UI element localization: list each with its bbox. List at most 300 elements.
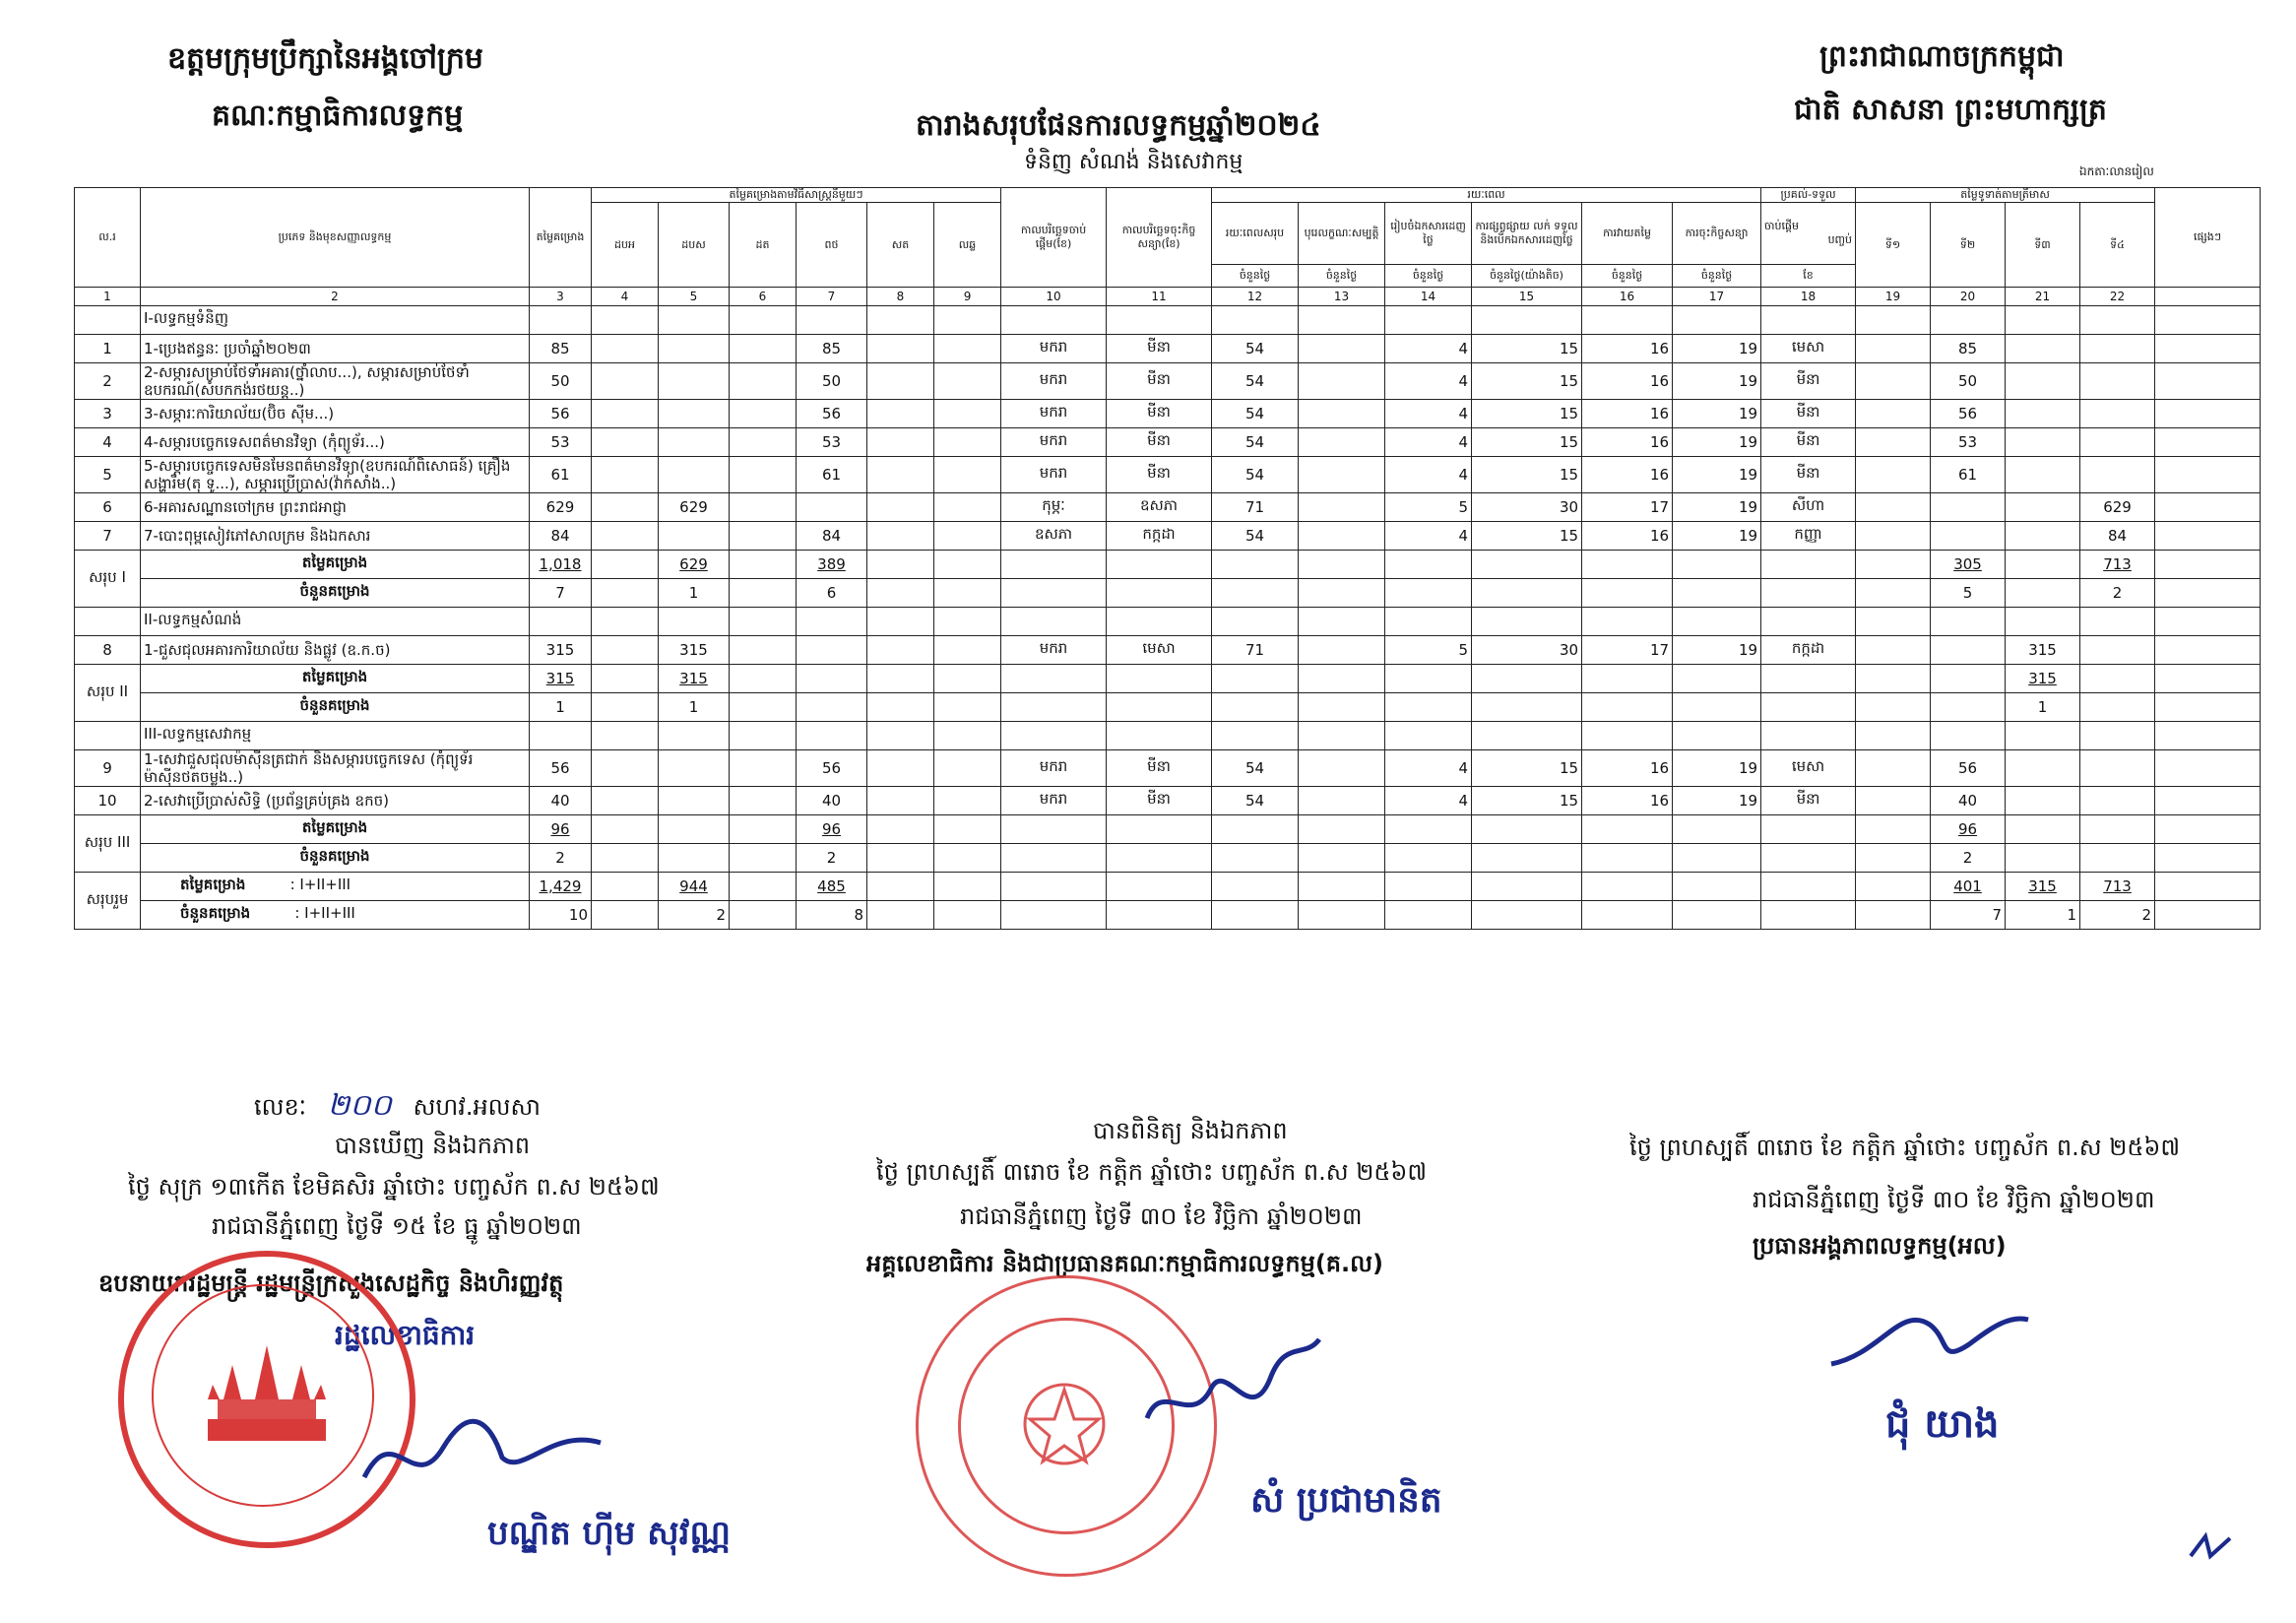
cell-budget: 53 xyxy=(530,428,592,457)
subtotal-budget-row xyxy=(75,551,2261,579)
cell-dt xyxy=(730,363,797,400)
cell-preq xyxy=(1299,493,1385,522)
cell-q2: 56 xyxy=(1931,400,2006,428)
cell-total: 54 xyxy=(1212,335,1299,363)
cell-start: មករា xyxy=(1001,750,1107,787)
col-no: ល.រ xyxy=(75,188,141,288)
cell-note xyxy=(2155,428,2261,457)
cell-pub: 15 xyxy=(1472,335,1582,363)
cell-pub: 15 xyxy=(1472,400,1582,428)
cell-q2: 61 xyxy=(1931,457,2006,493)
cell-total: 54 xyxy=(1212,457,1299,493)
cell-dt xyxy=(730,400,797,428)
cell-lch xyxy=(934,400,1001,428)
cell-ptt xyxy=(797,636,867,665)
cell-q1 xyxy=(1856,493,1931,522)
cell-pub: 30 xyxy=(1472,493,1582,522)
cell-q3 xyxy=(2006,457,2080,493)
column-number: 9 xyxy=(934,288,1001,306)
cell-q4 xyxy=(2080,400,2155,428)
col-quarter: ទី៣ xyxy=(2006,203,2080,288)
cell-start: មករា xyxy=(1001,335,1107,363)
cell-start: មករា xyxy=(1001,787,1107,815)
count-label: ចំនួនគម្រោង xyxy=(141,844,530,873)
cell-pub: 15 xyxy=(1472,457,1582,493)
cell-q2 xyxy=(1931,636,2006,665)
national-motto: ជាតិ សាសនា ព្រះមហាក្សត្រ xyxy=(1794,93,2107,127)
subtotal-dbs: 315 xyxy=(659,665,730,693)
cell-st xyxy=(867,750,934,787)
cell-q3 xyxy=(2006,750,2080,787)
cell-q2: 56 xyxy=(1931,750,2006,787)
cell-q3 xyxy=(2006,493,2080,522)
delivery-end: បញ្ចប់ xyxy=(1827,233,1853,246)
cell-contract: ឧសភា xyxy=(1107,493,1212,522)
cell-budget: 56 xyxy=(530,400,592,428)
cell-q3 xyxy=(2006,400,2080,428)
budget-label: តម្លៃគម្រោង xyxy=(141,551,530,579)
cell-q2 xyxy=(1931,493,2006,522)
cell-q1 xyxy=(1856,363,1931,400)
cell-pub: 15 xyxy=(1472,787,1582,815)
cell-dbs xyxy=(659,363,730,400)
subtotal-ptt: 389 xyxy=(797,551,867,579)
cell-q3 xyxy=(2006,522,2080,551)
cell-q3 xyxy=(2006,428,2080,457)
cell-sign: 19 xyxy=(1673,750,1761,787)
right-role: ប្រធានអង្គភាពលទ្ធកម្ម(អល) xyxy=(1753,1232,2007,1260)
count-label: ចំនួនគម្រោង xyxy=(141,693,530,722)
cell-q3 xyxy=(2006,335,2080,363)
cell-contract: មីនា xyxy=(1107,363,1212,400)
col-duration: ការវាយតម្លៃ xyxy=(1582,203,1673,265)
column-number: 4 xyxy=(592,288,659,306)
subtotal-dbs: 629 xyxy=(659,551,730,579)
cell-ptt: 56 xyxy=(797,400,867,428)
cell-contract: មីនា xyxy=(1107,428,1212,457)
column-number: 17 xyxy=(1673,288,1761,306)
cell-eval: 16 xyxy=(1582,400,1673,428)
cell-eval: 17 xyxy=(1582,636,1673,665)
cell-start: មករា xyxy=(1001,457,1107,493)
col-duration: ការចុះកិច្ចសន្យា xyxy=(1673,203,1761,265)
cell-budget: 629 xyxy=(530,493,592,522)
cell-lch xyxy=(934,428,1001,457)
cell-eval: 16 xyxy=(1582,522,1673,551)
col-method: ពថ xyxy=(797,203,867,288)
cell-dba xyxy=(592,400,659,428)
grand-ptt: 485 xyxy=(797,873,867,901)
col-contract-month: កាលបរិច្ឆេទចុះកិច្ចសន្យា(ខែ) xyxy=(1107,188,1212,288)
column-number: 8 xyxy=(867,288,934,306)
cell-start: មករា xyxy=(1001,400,1107,428)
section-title: I-លទ្ធកម្មទំនិញ xyxy=(141,306,530,335)
cell-eval: 16 xyxy=(1582,335,1673,363)
cell-sign: 19 xyxy=(1673,363,1761,400)
cell-q2 xyxy=(1931,522,2006,551)
cell-dbs xyxy=(659,335,730,363)
initial-mark xyxy=(2186,1526,2235,1566)
cell-st xyxy=(867,400,934,428)
cell-prep: 4 xyxy=(1385,363,1472,400)
cell-total: 54 xyxy=(1212,363,1299,400)
unit-label: ឯកតាៈលានរៀល xyxy=(2079,164,2154,178)
col-duration: រៀបចំឯកសារដេញថ្លៃ xyxy=(1385,203,1472,265)
cell-q3 xyxy=(2006,787,2080,815)
grand-count-label xyxy=(141,901,530,930)
cell-start: មករា xyxy=(1001,636,1107,665)
column-number-note xyxy=(2155,288,2261,306)
grand-count: 10 xyxy=(530,901,592,930)
column-number: 19 xyxy=(1856,288,1931,306)
cell-no: 2 xyxy=(75,363,141,400)
cell-pub: 15 xyxy=(1472,522,1582,551)
cell-prep: 5 xyxy=(1385,636,1472,665)
cell-prep: 4 xyxy=(1385,428,1472,457)
cell-ptt xyxy=(797,493,867,522)
table-row xyxy=(75,636,2261,665)
column-number-row xyxy=(75,288,2261,306)
cell-lch xyxy=(934,787,1001,815)
ref-suffix: សហវ.អលសា xyxy=(413,1093,542,1121)
unit-days: ចំនួនថ្ងៃ xyxy=(1212,265,1299,288)
mid-signer-name: សំ ប្រជាមានិត xyxy=(1250,1480,1442,1521)
cell-budget: 40 xyxy=(530,787,592,815)
col-method: ដបស xyxy=(659,203,730,288)
cell-preq xyxy=(1299,787,1385,815)
cell-dt xyxy=(730,522,797,551)
cell-preq xyxy=(1299,400,1385,428)
cell-preq xyxy=(1299,363,1385,400)
left-seen-approved: បានឃើញ និងឯកភាព xyxy=(335,1132,531,1159)
cell-prep: 4 xyxy=(1385,750,1472,787)
cell-dt xyxy=(730,428,797,457)
mid-date-solar: រាជធានីភ្នំពេញ ថ្ងៃទី ៣០ ខែ វិច្ឆិកា ឆ្នាំ២០២៣ xyxy=(960,1202,1363,1230)
col-delivery-range xyxy=(1761,203,1856,265)
cell-total: 54 xyxy=(1212,522,1299,551)
cell-dba xyxy=(592,787,659,815)
cell-dba xyxy=(592,363,659,400)
subtotal-count: 1 xyxy=(530,693,592,722)
unit-days: ចំនួនថ្ងៃ xyxy=(1385,265,1472,288)
cell-st xyxy=(867,522,934,551)
cell-q4 xyxy=(2080,787,2155,815)
cell-dbs xyxy=(659,522,730,551)
cell-start: កុម្ភៈ xyxy=(1001,493,1107,522)
cell-budget: 56 xyxy=(530,750,592,787)
cell-st xyxy=(867,363,934,400)
cell-contract: មីនា xyxy=(1107,750,1212,787)
cell-lch xyxy=(934,363,1001,400)
unit-days: ចំនួនថ្ងៃ xyxy=(1582,265,1673,288)
cell-q4 xyxy=(2080,363,2155,400)
cell-q4 xyxy=(2080,335,2155,363)
section-row xyxy=(75,722,2261,750)
column-number: 15 xyxy=(1472,288,1582,306)
delivery-start: ចាប់ផ្តើម xyxy=(1764,220,1799,232)
ministry-line2: គណៈកម្មាធិការលទ្ធកម្ម xyxy=(212,98,464,133)
cell-deliv: មីនា xyxy=(1761,787,1856,815)
cell-q4: 629 xyxy=(2080,493,2155,522)
left-red-seal xyxy=(118,1251,415,1548)
subtotal-label: សរុប I xyxy=(75,551,141,608)
grand-q2: 401 xyxy=(1931,873,2006,901)
cell-pub: 30 xyxy=(1472,636,1582,665)
count-label: ចំនួនគម្រោង xyxy=(141,579,530,608)
section2-rows xyxy=(75,636,2261,665)
cell-note xyxy=(2155,493,2261,522)
subtotal-label: សរុប II xyxy=(75,665,141,722)
subtotal-q4: 713 xyxy=(2080,551,2155,579)
cell-dt xyxy=(730,457,797,493)
table-row xyxy=(75,522,2261,551)
cell-total: 54 xyxy=(1212,428,1299,457)
cell-start: ឧសភា xyxy=(1001,522,1107,551)
subtotal-q3: 315 xyxy=(2006,665,2080,693)
right-date-lunar: ថ្ងៃ ព្រហស្បតិ៍ ៣រោច ខែ កត្តិក ឆ្នាំថោះ បញ្ចស័ក ព.ស ២៥៦៧ xyxy=(1629,1134,2181,1161)
cell-ptt: 56 xyxy=(797,750,867,787)
cell-budget: 85 xyxy=(530,335,592,363)
col-method-group: តម្លៃគម្រោងតាមវិធីសាស្រ្តនីមួយៗ xyxy=(592,188,1001,203)
grand-count-q4: 2 xyxy=(2080,901,2155,930)
grand-count-q3: 1 xyxy=(2006,901,2080,930)
cell-ptt: 53 xyxy=(797,428,867,457)
col-duration: បុរេលក្ខណៈសម្បត្តិ xyxy=(1299,203,1385,265)
cell-note xyxy=(2155,335,2261,363)
cell-dt xyxy=(730,787,797,815)
cell-name: 2-សម្ភារសម្រាប់ថែទាំអគារ(ថ្នាំលាប...), សម្ភារសម្រាប់ថែទាំឧបករណ៍(សំបកកង់រថយន្ត..) xyxy=(141,363,530,400)
cell-st xyxy=(867,335,934,363)
reference-line xyxy=(254,1086,541,1130)
table-row xyxy=(75,787,2261,815)
cell-note xyxy=(2155,457,2261,493)
cell-q4 xyxy=(2080,636,2155,665)
subtotal-budget-row xyxy=(75,665,2261,693)
section-row xyxy=(75,306,2261,335)
cell-no: 7 xyxy=(75,522,141,551)
table-row xyxy=(75,493,2261,522)
cell-contract: មីនា xyxy=(1107,457,1212,493)
cell-note xyxy=(2155,636,2261,665)
subtotal-count-q3: 1 xyxy=(2006,693,2080,722)
cell-budget: 61 xyxy=(530,457,592,493)
grand-count-ptt: 8 xyxy=(797,901,867,930)
cell-budget: 84 xyxy=(530,522,592,551)
right-signer-name: ជុំ យាង xyxy=(1885,1401,2000,1447)
cell-eval: 16 xyxy=(1582,428,1673,457)
cell-deliv: កក្កដា xyxy=(1761,636,1856,665)
budget-label: តម្លៃគម្រោង xyxy=(180,876,246,893)
cell-note xyxy=(2155,750,2261,787)
cell-no: 9 xyxy=(75,750,141,787)
cell-sign: 19 xyxy=(1673,787,1761,815)
procurement-plan-table xyxy=(74,187,2261,930)
cell-prep: 4 xyxy=(1385,400,1472,428)
col-method: លឆ្ល xyxy=(934,203,1001,288)
unit-days-min: ចំនួនថ្ងៃ(យ៉ាងតិច) xyxy=(1472,265,1582,288)
mid-role: អគ្គលេខាធិការ និងជាប្រធានគណៈកម្មាធិការលទ្ធកម្ម(គ.ល) xyxy=(866,1250,1383,1277)
cell-q1 xyxy=(1856,400,1931,428)
col-duration: រយៈពេលសរុប xyxy=(1212,203,1299,265)
cell-q2: 40 xyxy=(1931,787,2006,815)
left-signer-name: បណ្ឌិត ហ៊ីម សុវណ្ណ xyxy=(487,1514,731,1553)
grand-label: សរុបរួម xyxy=(75,873,141,930)
cell-dbs xyxy=(659,400,730,428)
ref-label: លេខៈ xyxy=(254,1093,307,1121)
cell-contract: កក្កដា xyxy=(1107,522,1212,551)
col-quarter: ទី២ xyxy=(1931,203,2006,288)
grand-budget-row xyxy=(75,873,2261,901)
grand-count-q2: 7 xyxy=(1931,901,2006,930)
cell-contract: មីនា xyxy=(1107,335,1212,363)
cell-total: 71 xyxy=(1212,493,1299,522)
cell-st xyxy=(867,493,934,522)
cell-preq xyxy=(1299,522,1385,551)
cell-st xyxy=(867,457,934,493)
cell-q1 xyxy=(1856,457,1931,493)
count-label: ចំនួនគម្រោង xyxy=(180,904,251,922)
cell-budget: 315 xyxy=(530,636,592,665)
column-number: 13 xyxy=(1299,288,1385,306)
subtotal-count: 2 xyxy=(530,844,592,873)
cell-no: 3 xyxy=(75,400,141,428)
cell-no: 6 xyxy=(75,493,141,522)
unit-days: ចំនួនថ្ងៃ xyxy=(1299,265,1385,288)
cell-note xyxy=(2155,363,2261,400)
cell-pub: 15 xyxy=(1472,750,1582,787)
col-duration: ការផ្សព្វផ្សាយ លក់ ទទួល និងបើកឯកសារដេញថ្លៃ xyxy=(1472,203,1582,265)
cell-total: 71 xyxy=(1212,636,1299,665)
cell-lch xyxy=(934,457,1001,493)
cell-dt xyxy=(730,335,797,363)
cell-dba xyxy=(592,522,659,551)
subtotal-count-dbs: 1 xyxy=(659,579,730,608)
cell-eval: 16 xyxy=(1582,750,1673,787)
section-title: III-លទ្ធកម្មសេវាកម្ម xyxy=(141,722,530,750)
col-delivery-group: ប្រគល់-ទទួល xyxy=(1761,188,1856,203)
cell-dt xyxy=(730,493,797,522)
cell-dba xyxy=(592,457,659,493)
left-date-solar: រាជធានីភ្នំពេញ ថ្ងៃទី ១៥ ខែ ធ្នូ ឆ្នាំ២០២៣ xyxy=(212,1212,582,1240)
cell-deliv: មីនា xyxy=(1761,363,1856,400)
cell-pub: 15 xyxy=(1472,363,1582,400)
cell-eval: 16 xyxy=(1582,457,1673,493)
subtotal-count-row xyxy=(75,693,2261,722)
subtotal-budget: 315 xyxy=(530,665,592,693)
cell-eval: 16 xyxy=(1582,787,1673,815)
unit-days: ចំនួនថ្ងៃ xyxy=(1673,265,1761,288)
column-number: 18 xyxy=(1761,288,1856,306)
cell-total: 54 xyxy=(1212,400,1299,428)
table-row xyxy=(75,428,2261,457)
column-number: 6 xyxy=(730,288,797,306)
table-row xyxy=(75,457,2261,493)
cell-name: 5-សម្ភារបច្ចេកទេសមិនមែនពត៌មានវិទ្យា(ឧបករណ៍ពិសោធន៍) គ្រឿងសង្ហារឹម(តុ ទូ...), សម្ភារប្រើប្រាស់(វ៉ាក់សាំង..) xyxy=(141,457,530,493)
cell-q1 xyxy=(1856,636,1931,665)
cell-dbs xyxy=(659,457,730,493)
cell-preq xyxy=(1299,636,1385,665)
cell-prep: 4 xyxy=(1385,457,1472,493)
cell-ptt: 40 xyxy=(797,787,867,815)
cell-budget: 50 xyxy=(530,363,592,400)
grand-dbs: 944 xyxy=(659,873,730,901)
cell-deliv: មីនា xyxy=(1761,457,1856,493)
grand-count-dbs: 2 xyxy=(659,901,730,930)
col-method: ដបអ xyxy=(592,203,659,288)
cell-q4 xyxy=(2080,750,2155,787)
section-title: II-លទ្ធកម្មសំណង់ xyxy=(141,608,530,636)
cell-dbs: 629 xyxy=(659,493,730,522)
table-row xyxy=(75,363,2261,400)
grand-budget-label xyxy=(141,873,530,901)
cell-no: 4 xyxy=(75,428,141,457)
cell-total: 54 xyxy=(1212,787,1299,815)
column-number: 11 xyxy=(1107,288,1212,306)
grand-q3: 315 xyxy=(2006,873,2080,901)
page-subtitle: ទំនិញ សំណង់ និងសេវាកម្ម xyxy=(1024,150,1244,174)
cell-deliv: កញ្ញា xyxy=(1761,522,1856,551)
right-signature-mark xyxy=(1821,1295,2038,1374)
cell-prep: 4 xyxy=(1385,335,1472,363)
col-type: ប្រភេទ និងមុខសញ្ញាលទ្ធកម្ម xyxy=(141,188,530,288)
subtotal-count-row xyxy=(75,844,2261,873)
cell-no: 5 xyxy=(75,457,141,493)
cell-q1 xyxy=(1856,522,1931,551)
cell-contract: មីនា xyxy=(1107,787,1212,815)
grand-suffix: : I+II+III xyxy=(294,904,355,922)
cell-q4: 84 xyxy=(2080,522,2155,551)
cell-note xyxy=(2155,522,2261,551)
column-number: 7 xyxy=(797,288,867,306)
subtotal-budget-row xyxy=(75,815,2261,844)
right-date-solar: រាជធានីភ្នំពេញ ថ្ងៃទី ៣០ ខែ វិច្ឆិកា ឆ្នាំ២០២៣ xyxy=(1753,1186,2155,1213)
unit-month: ខែ xyxy=(1761,265,1856,288)
subtotal-budget: 1,018 xyxy=(530,551,592,579)
cell-dba xyxy=(592,750,659,787)
cell-dbs xyxy=(659,428,730,457)
column-number: 20 xyxy=(1931,288,2006,306)
col-start-month: កាលបរិច្ឆេទចាប់ផ្តើម(ខែ) xyxy=(1001,188,1107,288)
left-signature-mark xyxy=(354,1408,610,1497)
mid-date-lunar: ថ្ងៃ ព្រហស្បតិ៍ ៣រោច ខែ កត្តិក ឆ្នាំថោះ បញ្ចស័ក ព.ស ២៥៦៧ xyxy=(876,1158,1428,1186)
cell-name: 1-ប្រេងឥន្ធនៈ ប្រចាំឆ្នាំ២០២៣ xyxy=(141,335,530,363)
table-row xyxy=(75,335,2261,363)
column-number: 2 xyxy=(141,288,530,306)
cell-ptt: 61 xyxy=(797,457,867,493)
cell-q4 xyxy=(2080,428,2155,457)
subtotal-count-q4: 2 xyxy=(2080,579,2155,608)
cell-dba xyxy=(592,428,659,457)
cell-preq xyxy=(1299,457,1385,493)
cell-lch xyxy=(934,493,1001,522)
cell-pub: 15 xyxy=(1472,428,1582,457)
cell-note xyxy=(2155,787,2261,815)
cell-name: 1-សេវាជួសជុលម៉ាស៊ីនត្រជាក់ និងសម្ភារបច្ចេកទេស (កុំព្យូទ័រ ម៉ាស៊ីនថតចម្លង..) xyxy=(141,750,530,787)
table-row xyxy=(75,750,2261,787)
cell-q1 xyxy=(1856,428,1931,457)
cell-no: 8 xyxy=(75,636,141,665)
column-number: 3 xyxy=(530,288,592,306)
cell-preq xyxy=(1299,750,1385,787)
column-number: 10 xyxy=(1001,288,1107,306)
cell-st xyxy=(867,787,934,815)
left-date-lunar: ថ្ងៃ សុក្រ ១៣កើត ខែមិគសិរ ឆ្នាំថោះ បញ្ចស័ក ព.ស ២៥៦៧ xyxy=(128,1173,660,1201)
cell-contract: មេសា xyxy=(1107,636,1212,665)
cell-name: 2-សេវាប្រើប្រាស់សិទ្ធិ (ប្រព័ន្ធគ្រប់គ្រង ឧកច) xyxy=(141,787,530,815)
cell-st xyxy=(867,428,934,457)
mid-seen-approved: បានពិនិត្យ និងឯកភាព xyxy=(1093,1117,1288,1144)
cell-q1 xyxy=(1856,750,1931,787)
